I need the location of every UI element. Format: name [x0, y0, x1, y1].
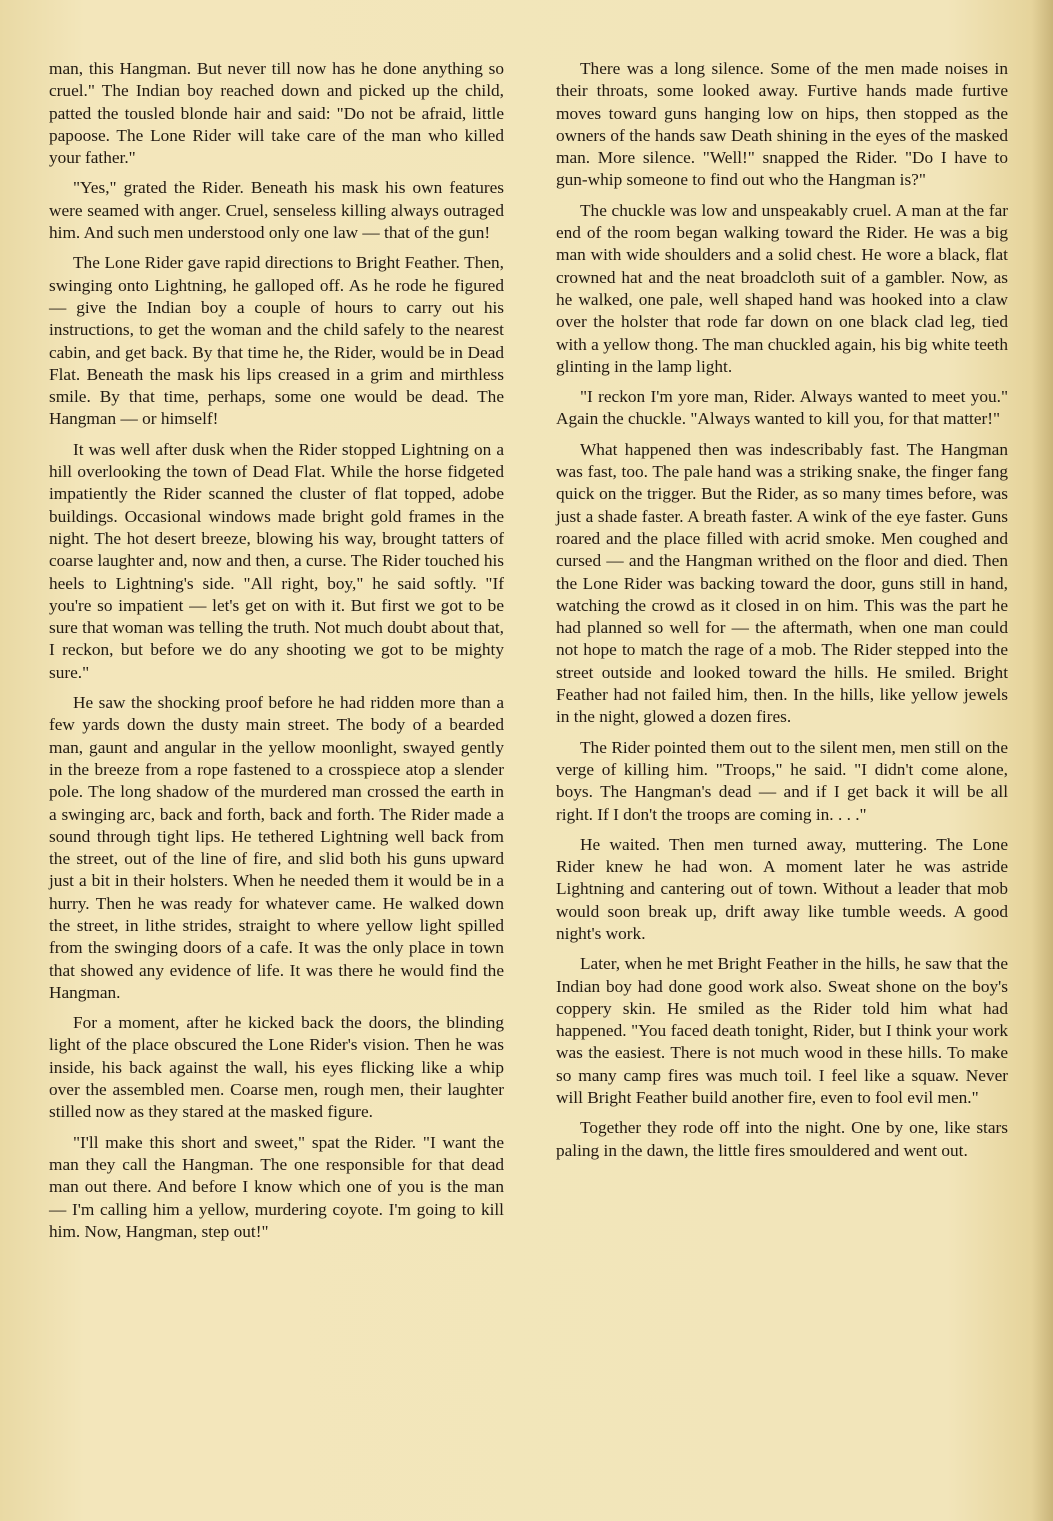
- paragraph: The Rider pointed them out to the silent men, men still on the verge of killing him. "Troops," he said. "I didn't come alone, boys. The Hangman's dead — and if I get back it will be all right. If I don't the troops are coming in. . . .": [556, 737, 1008, 824]
- page-spine: [1031, 0, 1053, 1521]
- right-column: [556, 58, 1008, 1170]
- paragraph: "Yes," grated the Rider. Beneath his mask his own features were seamed with anger. Cruel, senseless killing always outraged him. And such men understood only one law — that of the gun!: [49, 178, 504, 243]
- paragraph: "I reckon I'm yore man, Rider. Always wanted to meet you." Again the chuckle. "Always wanted to kill you, for that matter!": [556, 387, 1008, 429]
- paragraph: The chuckle was low and unspeakably cruel. A man at the far end of the room began walking toward the Rider. He was a big man with wide shoulders and a solid chest. He wore a black, flat crowned hat and the neat broadcloth suit of a gambler. Now, as he walked, one pale, well shaped hand was hooked into a claw over the holster that rode far down on one black clad leg, tied with a yellow thong. The man chuckled again, his big white teeth glinting in the lamp light.: [556, 200, 1008, 376]
- paragraph: He waited. Then men turned away, muttering. The Lone Rider knew he had won. A moment later he was astride Lightning and cantering out of town. Without a leader that mob would soon break up, drift away like tumble weeds. A good night's work.: [556, 834, 1008, 943]
- paragraph: Together they rode off into the night. One by one, like stars paling in the dawn, the little fires smouldered and went out.: [556, 1118, 1008, 1160]
- paragraph: Later, when he met Bright Feather in the hills, he saw that the Indian boy had done good work also. Sweat shone on the boy's coppery skin. He smiled as the Rider told him what had happened. "You faced death tonight, Rider, but I think your work was the easiest. There is not much wood in these hills. To make so many camp fires was much toil. I feel like a squaw. Never will Bright Feather build another fire, even to fool evil men.": [556, 954, 1008, 1108]
- paragraph: It was well after dusk when the Rider stopped Lightning on a hill overlooking the town of Dead Flat. While the horse fidgeted impatiently the Rider scanned the cluster of flat topped, adobe buildings. Occasional windows made bright gold frames in the night. The hot desert breeze, blowing his way, brought tatters of coarse laughter and, now and then, a curse. The Rider touched his heels to Lightning's side. "All right, boy," he said softly. "If you're so impatient — let's get on with it. But first we got to be sure that woman was telling the truth. Not much doubt about that, I reckon, but before we do any shooting we got to be mighty sure.": [49, 439, 504, 682]
- paragraph: For a moment, after he kicked back the doors, the blinding light of the place obscured the Lone Rider's vision. Then he was inside, his back against the wall, his eyes flicking like a whip over the assembled men. Coarse men, rough men, their laughter stilled now as they stared at the masked figure.: [49, 1013, 504, 1122]
- paragraph: There was a long silence. Some of the men made noises in their throats, some looked away. Furtive hands made furtive moves toward guns hanging low on hips, then stopped as the owners of the hands saw Death shining in the eyes of the masked man. More silence. "Well!" snapped the Rider. "Do I have to gun-whip someone to find out who the Hangman is?": [556, 59, 1008, 190]
- left-column: [49, 58, 504, 1251]
- paragraph: What happened then was indescribably fast. The Hangman was fast, too. The pale hand was a striking snake, the finger fang quick on the trigger. But the Rider, as so many times before, was just a shade faster. A breath faster. A wink of the eye faster. Guns roared and the place filled with acrid smoke. Men coughed and cursed — and the Hangman writhed on the floor and died. Then the Lone Rider was backing toward the door, guns still in hand, watching the crowd as it closed in on him. This was the part he had planned so well for — the aftermath, when one man could not hope to match the rage of a mob. The Rider stepped into the street outside and looked toward the hills. He smiled. Bright Feather had not failed him, then. In the hills, like yellow jewels in the night, glowed a dozen fires.: [556, 439, 1008, 727]
- paragraph: "I'll make this short and sweet," spat the Rider. "I want the man they call the Hangman. The one responsible for that dead man out there. And before I know which one of you is the man — I'm calling him a yellow, murdering coyote. I'm going to kill him. Now, Hangman, step out!": [49, 1132, 504, 1241]
- paragraph: He saw the shocking proof before he had ridden more than a few yards down the dusty main street. The body of a bearded man, gaunt and angular in the yellow moonlight, swayed gently in the breeze from a rope fastened to a crosspiece atop a slender pole. The long shadow of the murdered man crossed the earth in a swinging arc, back and forth, back and forth. The Rider made a sound through tight lips. He tethered Lightning well back from the street, out of the line of fire, and slid both his guns upward just a bit in their holsters. When he needed them it would be in a hurry. Then he was ready for whatever came. He walked down the street, in lithe strides, straight to where yellow light spilled from the swinging doors of a cafe. It was the only place in town that showed any evidence of life. It was there he would find the Hangman.: [49, 693, 504, 1002]
- paragraph: The Lone Rider gave rapid directions to Bright Feather. Then, swinging onto Lightning, he galloped off. As he rode he figured — give the Indian boy a couple of hours to carry out his instructions, to get the woman and the child safely to the nearest cabin, and get back. By that time he, the Rider, would be in Dead Flat. Beneath the mask his lips creased in a grim and mirthless smile. By that time, perhaps, some one would be dead. The Hangman — or himself!: [49, 253, 504, 429]
- paragraph: man, this Hangman. But never till now has he done anything so cruel." The Indian boy reached down and picked up the child, patted the tousled blonde hair and said: "Do not be afraid, little papoose. The Lone Rider will take care of the man who killed your father.": [49, 59, 504, 168]
